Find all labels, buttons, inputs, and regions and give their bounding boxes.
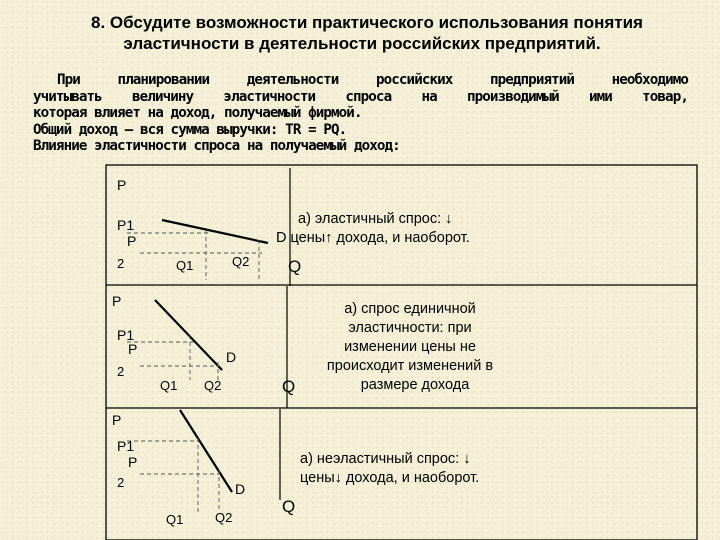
panel-elastic bbox=[117, 168, 301, 286]
inelastic-desc-mid: цены bbox=[300, 470, 335, 486]
title-line-2: эластичности в деятельности российских предприятий. bbox=[123, 34, 601, 53]
elastic-desc-mid: цены bbox=[286, 230, 326, 246]
intro-line-2: учитывать величину эластичности спроса на производимый ими товар, bbox=[33, 88, 688, 105]
intro-line-3: которая влияет на доход, получаемый фирмой. bbox=[33, 105, 362, 121]
arrow-down-icon: ↓ bbox=[445, 211, 453, 227]
p2-sub-label-2: 2 bbox=[117, 364, 125, 379]
unit-desc-line-2: эластичности: при bbox=[348, 320, 472, 336]
unit-desc-line-1: а) спрос единичной bbox=[344, 301, 476, 317]
panel-inelastic bbox=[112, 409, 295, 527]
intro-line-4: Общий доход – вся сумма выручки: TR = PQ. bbox=[33, 121, 347, 138]
axis-q-label-2: Q bbox=[282, 377, 296, 396]
axis-q-label-3: Q bbox=[282, 497, 296, 516]
axis-q-label-1: Q bbox=[288, 257, 302, 276]
elastic-desc-pre: а) эластичный спрос: bbox=[298, 211, 446, 227]
p1-label-2: P1 bbox=[117, 327, 135, 343]
q1-label-3: Q1 bbox=[166, 512, 184, 527]
q2-label-2: Q2 bbox=[204, 378, 222, 393]
q1-label-2: Q1 bbox=[160, 378, 178, 393]
elastic-description bbox=[276, 210, 536, 248]
unit-description bbox=[300, 300, 520, 395]
q2-label-3: Q2 bbox=[215, 510, 233, 525]
axis-p-label-3: P bbox=[112, 412, 122, 428]
demand-curve-2 bbox=[155, 300, 222, 370]
p2-sub-label-1: 2 bbox=[117, 256, 125, 271]
demand-curve-3 bbox=[180, 410, 232, 492]
elastic-desc-post: дохода, и наоборот. bbox=[332, 230, 470, 246]
unit-desc-line-4: происходит изменений в bbox=[326, 358, 494, 374]
arrow-up-icon: ↑ bbox=[325, 230, 333, 246]
intro-line-1: При планировании деятельности российских предприятий необходимо bbox=[57, 72, 688, 88]
unit-desc-line-5: размере дохода bbox=[360, 377, 470, 393]
curve-d-label-3: D bbox=[235, 481, 246, 497]
inelastic-desc-post: дохода, и наоборот. bbox=[341, 470, 480, 486]
elastic-desc-d: D bbox=[276, 230, 287, 246]
unit-desc-line-3: изменении цены не bbox=[344, 339, 476, 355]
p2-sub-label-3: 2 bbox=[117, 475, 125, 490]
p-second-label-2: P bbox=[128, 341, 138, 357]
title-line-1: 8. Обсудите возможности практического использования понятия bbox=[91, 13, 643, 32]
panel-unit bbox=[112, 286, 295, 408]
inelastic-desc-pre: а) неэластичный спрос: bbox=[300, 451, 464, 467]
demand-curve-1 bbox=[162, 220, 268, 243]
intro-line-5: Влияние эластичности спроса на получаемый доход: bbox=[33, 138, 400, 154]
axis-p-label-1: P bbox=[117, 177, 127, 193]
curve-d-label-2: D bbox=[226, 349, 237, 365]
p1-label-3: P1 bbox=[117, 438, 135, 454]
p1-label-1: P1 bbox=[117, 217, 135, 233]
p-second-label-1: P bbox=[127, 233, 137, 249]
q2-label-1: Q2 bbox=[232, 254, 250, 269]
p-second-label-3: P bbox=[128, 454, 138, 470]
arrow-down-icon: ↓ bbox=[463, 451, 471, 467]
arrow-down-icon: ↓ bbox=[334, 470, 342, 486]
inelastic-description bbox=[290, 450, 530, 488]
q1-label-1: Q1 bbox=[176, 258, 194, 273]
axis-p-label-2: P bbox=[112, 293, 122, 309]
